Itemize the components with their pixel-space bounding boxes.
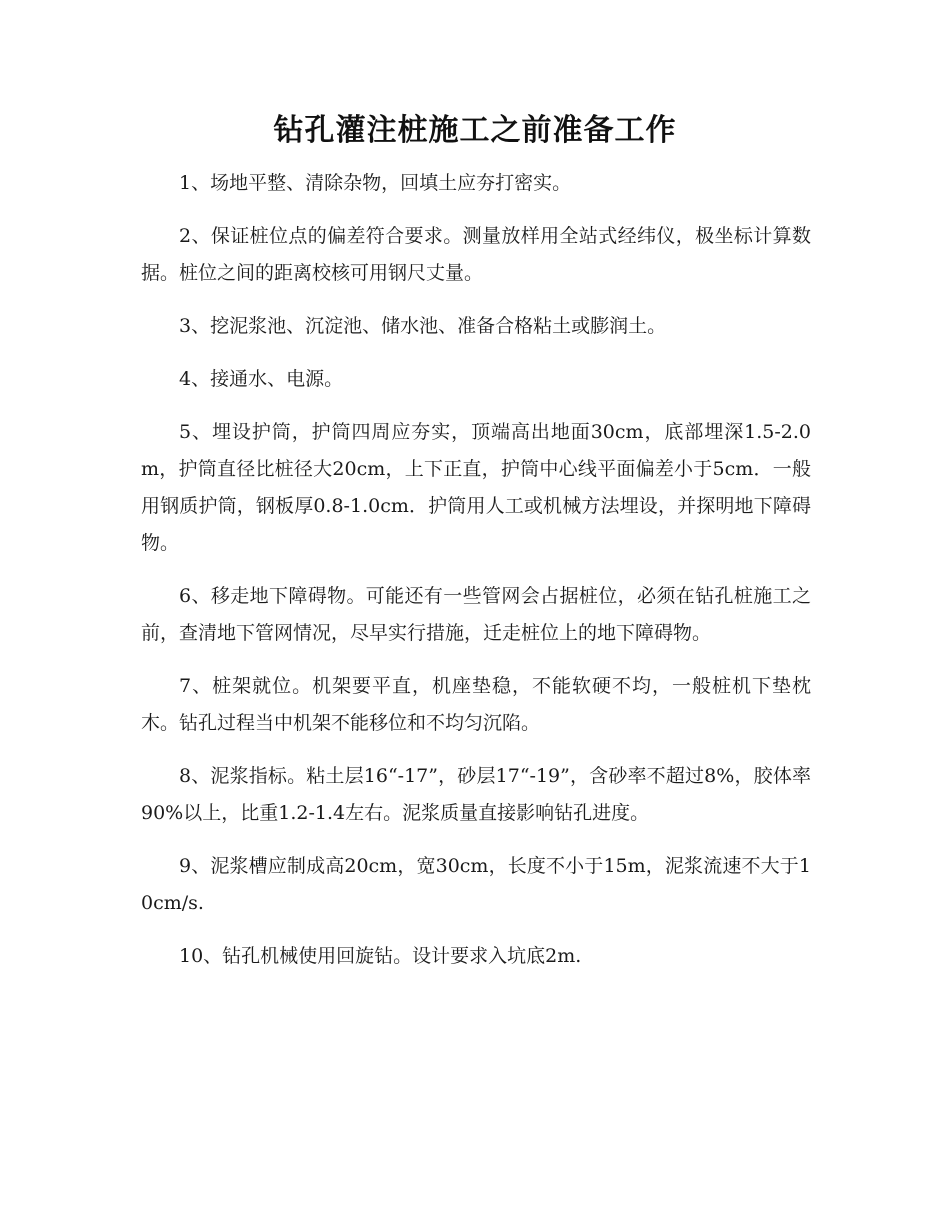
paragraph-2: 2、保证桩位点的偏差符合要求。测量放样用全站式经纬仪，极坐标计算数据。桩位之间的距离校核可用钢尺丈量。 xyxy=(141,225,811,284)
document-body xyxy=(141,165,811,991)
paragraph-5: 5、埋设护筒，护筒四周应夯实，顶端高出地面30cm，底部埋深1.5-2.0m，护筒直径比桩径大20cm，上下正直，护筒中心线平面偏差小于5cm．一般用钢质护筒，钢板厚0.8-1.0cm．护筒用人工或机械方法埋设，并探明地下障碍物。 xyxy=(141,421,811,554)
paragraph-4: 4、接通水、电源。 xyxy=(179,368,344,390)
paragraph-8: 8、泥浆指标。粘土层16“-17”，砂层17“-19”，含砂率不超过8%，胶体率90%以上，比重1.2-1.4左右。泥浆质量直接影响钻孔进度。 xyxy=(141,765,811,824)
paragraph-1: 1、场地平整、清除杂物，回填土应夯打密实。 xyxy=(179,172,572,194)
paragraph-3: 3、挖泥浆池、沉淀池、储水池、准备合格粘土或膨润土。 xyxy=(179,315,667,337)
document-title: 钻孔灌注桩施工之前准备工作 xyxy=(273,113,677,148)
paragraph-7: 7、桩架就位。机架要平直，机座垫稳，不能软硬不均，一般桩机下垫枕木。钻孔过程当中机架不能移位和不均匀沉陷。 xyxy=(141,675,811,734)
paragraph-9: 9、泥浆槽应制成高20cm，宽30cm，长度不小于15m，泥浆流速不大于10cm/s. xyxy=(141,855,811,914)
paragraph-6: 6、移走地下障碍物。可能还有一些管网会占据桩位，必须在钻孔桩施工之前，查清地下管网情况，尽早实行措施，迁走桩位上的地下障碍物。 xyxy=(141,585,811,644)
paragraph-10: 10、钻孔机械使用回旋钻。设计要求入坑底2m. xyxy=(179,945,582,967)
